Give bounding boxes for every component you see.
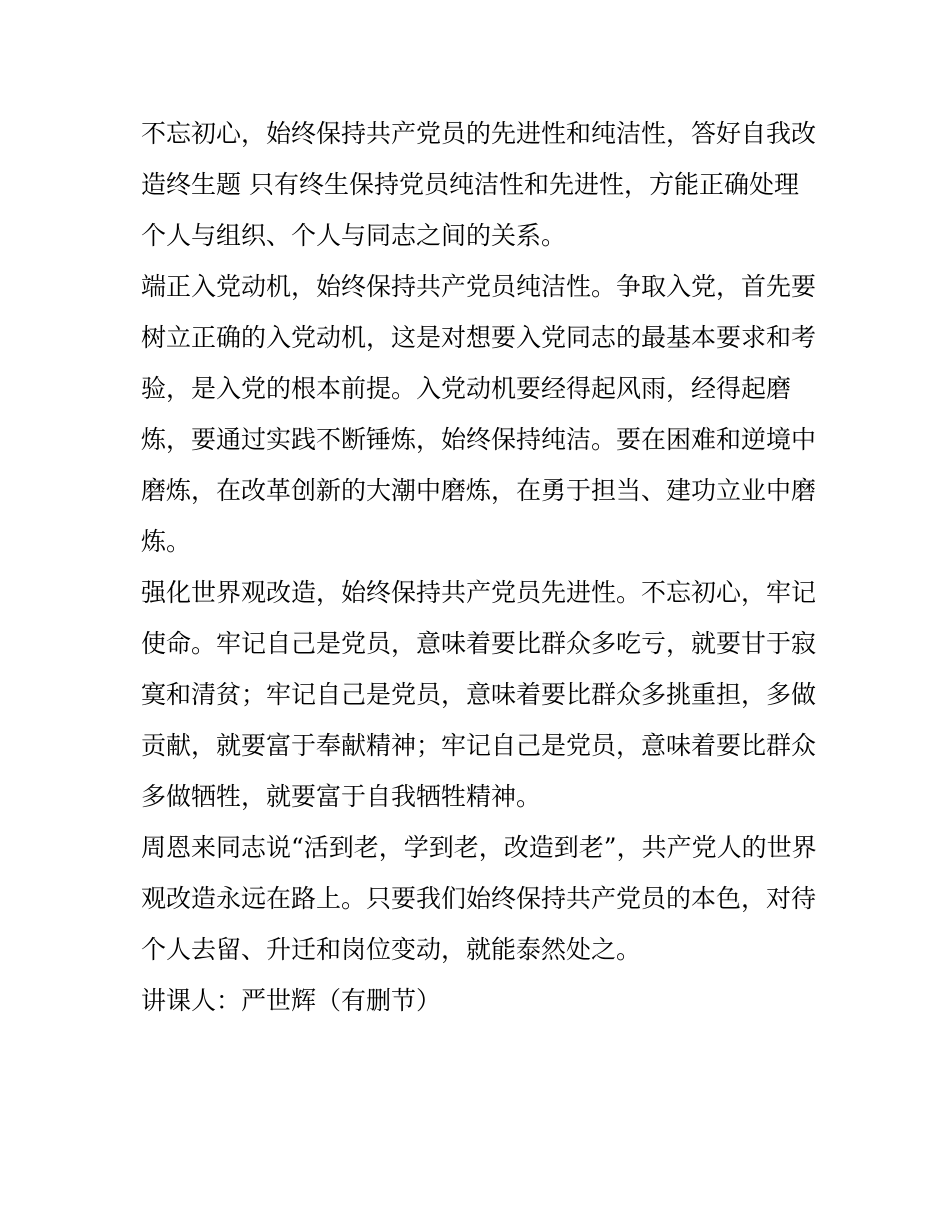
document-body (141, 108, 821, 1026)
paragraph-zhou-enlai-quote: 周恩来同志说“活到老，学到老，改造到老”，共产党人的世界观改造永远在路上。只要我们始终保持共产党员的本色，对待个人去留、升迁和岗位变动，就能泰然处之。 (141, 833, 817, 964)
paragraph-initial-aspiration: 不忘初心，始终保持共产党员的先进性和纯洁性，答好自我改造终生题 只有终生保持党员纯洁性和先进性，方能正确处理个人与组织、个人与同志之间的关系。 (141, 119, 817, 250)
lecturer-credit: 讲课人：严世辉（有删节） (141, 986, 442, 1015)
paragraph-party-motivation: 端正入党动机，始终保持共产党员纯洁性。争取入党，首先要树立正确的入党动机，这是对想要入党同志的最基本要求和考验，是入党的根本前提。入党动机要经得起风雨，经得起磨炼，要通过实践不断锤炼，始终保持纯洁。要在困难和逆境中磨炼，在改革创新的大潮中磨炼，在勇于担当、建功立业中磨炼。 (141, 272, 817, 556)
paragraph-worldview-reform: 强化世界观改造，始终保持共产党员先进性。不忘初心，牢记使命。牢记自己是党员，意味着要比群众多吃亏，就要甘于寂寞和清贫；牢记自己是党员，意味着要比群众多挑重担，多做贡献，就要富于奉献精神；牢记自己是党员，意味着要比群众多做牺牲，就要富于自我牺牲精神。 (141, 578, 817, 811)
